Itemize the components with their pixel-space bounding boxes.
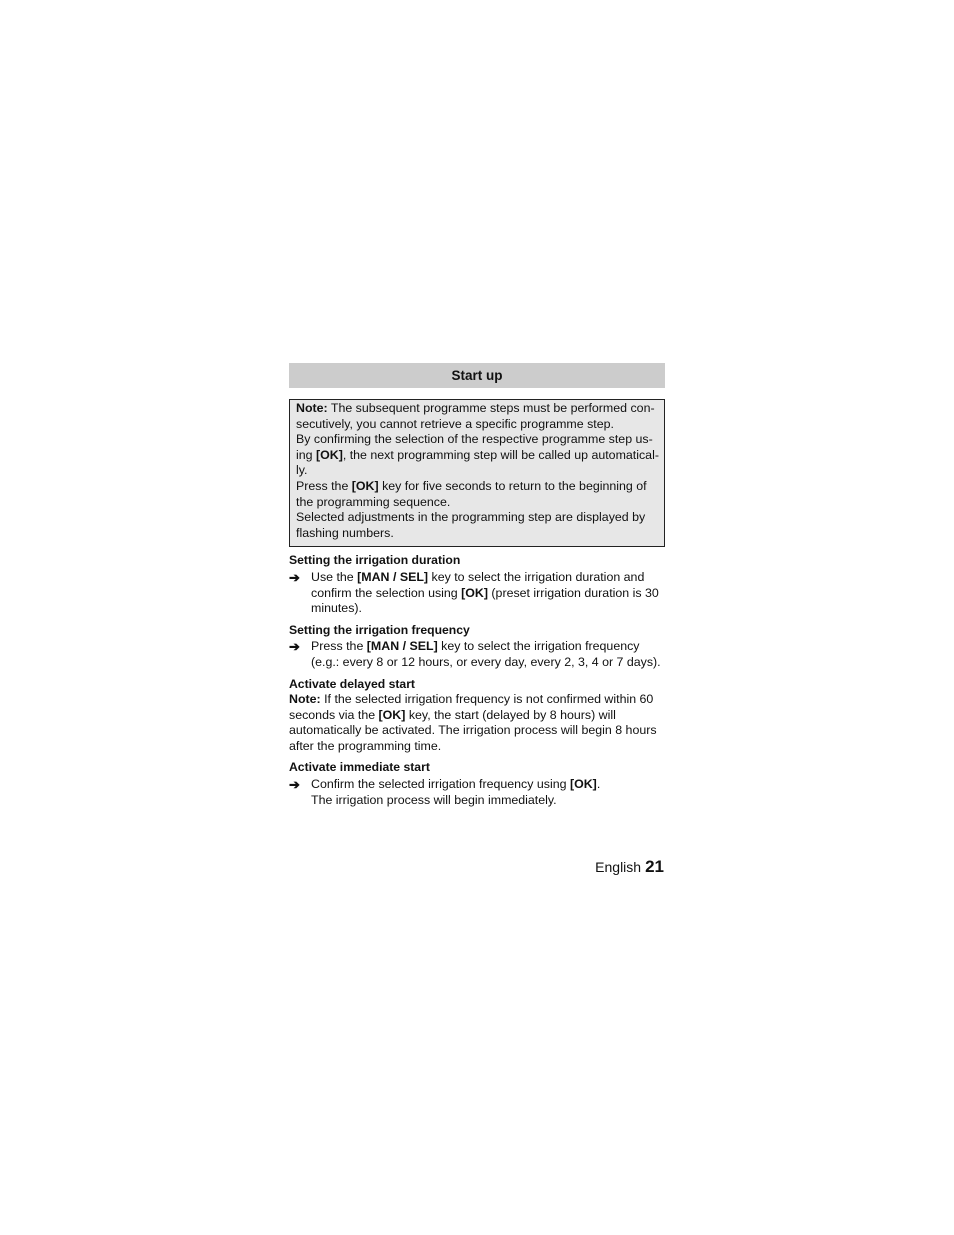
man-sel-key-label: [MAN / SEL] <box>366 639 438 654</box>
arrow-right-icon: ➔ <box>289 777 300 793</box>
page-footer <box>595 857 664 877</box>
frequency-heading: Setting the irrigation frequency <box>289 622 470 637</box>
immediate-start-step: ➔ Confirm the selected irrigation frequency using [OK]. The irrigation process will begin immediately. <box>289 777 601 807</box>
note-paragraph-3: Press the [OK] key for five seconds to return to the beginning of the programming sequence. <box>296 478 647 509</box>
ok-key-label: [OK] <box>378 707 406 722</box>
immediate-start-result: The irrigation process will begin immediately. <box>311 792 557 807</box>
arrow-right-icon: ➔ <box>289 639 300 655</box>
note-label: Note: <box>296 401 328 415</box>
section-title: Start up <box>289 363 665 388</box>
note-box <box>289 399 665 547</box>
ok-key-label: [OK] <box>461 585 488 600</box>
delayed-start-heading: Activate delayed start <box>289 676 415 691</box>
delayed-start-note: Note: If the selected irrigation frequency is not confirmed within 60 seconds via the [OK] key, the start (delayed by 8 hours) will automatically be activated. The irrigation process will begin 8 hours after the programming time. <box>289 692 657 753</box>
duration-heading: Setting the irrigation duration <box>289 553 461 568</box>
footer-language: English <box>595 859 642 875</box>
immediate-start-heading: Activate immediate start <box>289 760 430 775</box>
page-number: 21 <box>645 857 664 876</box>
note-paragraph-2: By confirming the selection of the respective programme step using [OK], the next programming step will be called up automatically. <box>296 432 659 478</box>
page-content <box>289 363 665 808</box>
note-paragraph-4: Selected adjustments in the programming step are displayed by flashing numbers. <box>296 510 646 540</box>
note-paragraph-1: Note: The subsequent programme steps must be performed consecutively, you cannot retrieve a specific programme step. <box>296 401 655 431</box>
ok-key-label: [OK] <box>315 447 343 462</box>
frequency-step: ➔ Press the [MAN / SEL] key to select the irrigation frequency (e.g.: every 8 or 12 hours, or every day, every 2, 3, 4 or 7 days). <box>289 639 661 669</box>
ok-key-label: [OK] <box>351 478 379 493</box>
note-label: Note: <box>289 692 321 707</box>
duration-step: ➔ Use the [MAN / SEL] key to select the irrigation duration and confirm the selection using [OK] (preset irrigation duration is 30 minutes). <box>289 569 659 616</box>
arrow-right-icon: ➔ <box>289 569 300 585</box>
ok-key-label: [OK] <box>569 777 597 792</box>
man-sel-key-label: [MAN / SEL] <box>357 569 429 584</box>
